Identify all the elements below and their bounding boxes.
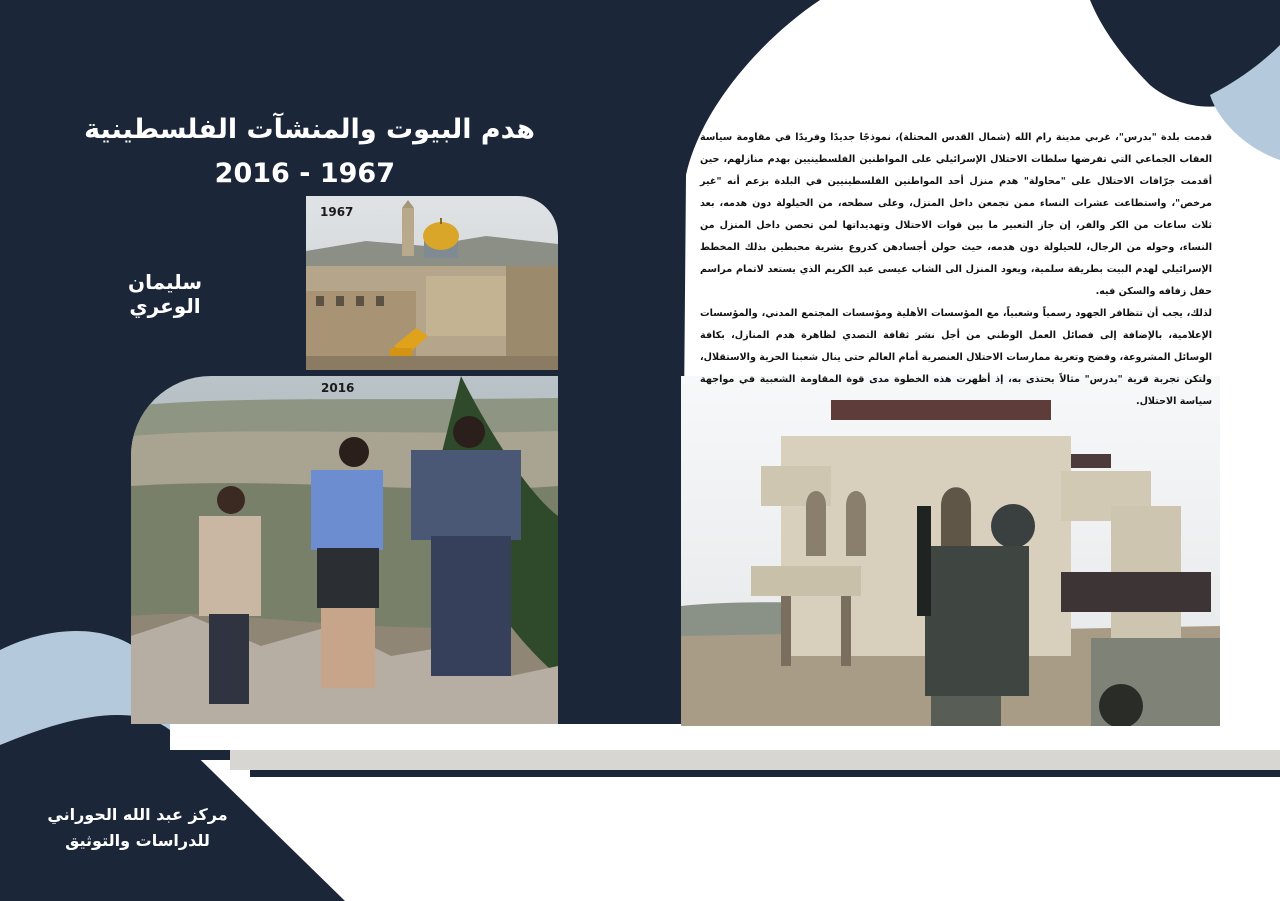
white-band <box>170 724 1280 750</box>
book-title <box>15 108 535 196</box>
title-years: 1967 - 2016 <box>214 158 395 189</box>
author-name: سليمان الوعري <box>128 270 202 318</box>
article-paragraph-1: قدمت بلدة "بدرس"، غربي مدينة رام الله (شمال القدس المحتلة)، نموذجًا جديدًا وفريدًا في مقاومة سياسة العقاب الجماعي التي تفرضها سلطات الاحتلال الإسرائيلي على المواطنين الفلسطينيين بهدم منازلهم، حين أقدمت جرّافات الاحتلال على "محاولة" هدم منزل أحد المواطنين الفلسطينيين في البلدة بزعم أنه "غير مرخص"، واستطاعت عشرات النساء ممن تجمعن داخل المنزل، وعلى سطحه، من الحيلولة دون هدمه، بعد ثلاث ساعات من الكر والفر، إن جاز التعبير ما بين قوات الاحتلال وتهديداتها لمن تحصن داخل المنزل من النساء، وحوله من الرجال، للحيلولة دون هدمه، حيث حولن أجسادهن كدروع بشرية محبطين بذلك المخطط الإسرائيلي لهدم البيت بطريقة سلمية، ويعود المنزل الى الشاب عيسى عبد الكريم الذي يستعد لاتمام مراسم حفل زفافه والسكن فيه. <box>700 132 1212 297</box>
article-paragraph-2: لذلك، يجب أن تتظافر الجهود رسمياً وشعبياً، مع المؤسسات الأهلية ومؤسسات المجتمع المدني، والمؤسسات الإعلامية، بالإضافة إلى فصائل العمل الوطني من أجل نشر ثقافة التصدي لظاهرة هدم المنازل، بكافة الوسائل المشروعة، وفضح وتعرية ممارسات الاحتلال العنصرية أمام العالم حتى ينال شعبنا الحرية والاستقلال، ولتكن تجربة قرية "بدرس" مثالاً يحتذى به، إذ أظهرت هذه الخطوة مدى قوة المقاومة الشعبية في مواجهة سياسة الاحتلال. <box>700 308 1212 407</box>
photo-1967 <box>306 196 558 370</box>
article-text <box>700 127 1212 413</box>
photo-2016 <box>131 376 558 724</box>
publisher-name: مركز عبد الله الحوراني <box>47 805 228 824</box>
photo-year-1967: 1967 <box>320 205 354 219</box>
title-line: هدم البيوت والمنشآت الفلسطينية <box>84 114 535 145</box>
publisher-block <box>30 802 245 854</box>
navy-stripe <box>250 770 1280 777</box>
publisher-subtitle: للدراسات والتوثيق <box>65 831 210 850</box>
gray-band <box>230 750 1280 770</box>
photo-house-soldier <box>681 376 1220 726</box>
photo-year-2016: 2016 <box>321 381 355 395</box>
